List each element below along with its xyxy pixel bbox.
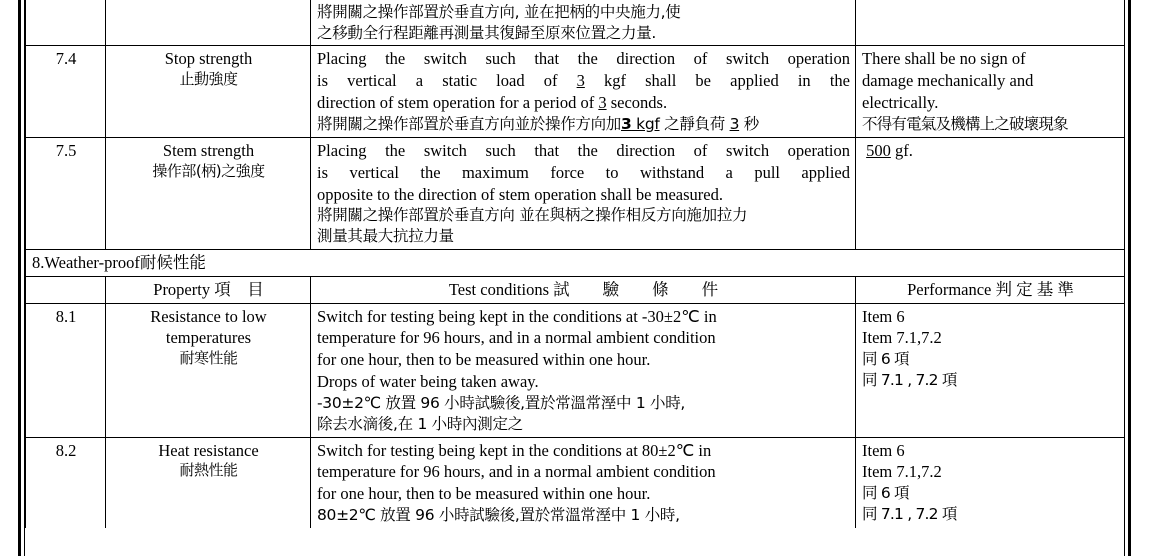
section-header-row: [26, 249, 1125, 276]
table-header-row: [26, 276, 1125, 303]
property-label-en: Resistance to low: [150, 306, 267, 326]
property-label-en: Heat resistance: [158, 440, 259, 460]
page-border-right: [1128, 0, 1131, 556]
condition-line: temperature for 96 hours, and in a normal ambient condition: [317, 462, 716, 482]
property-label-cjk: 耐熱性能: [179, 461, 238, 480]
condition-line: Placing the switch such that the direction of switch operation: [317, 140, 850, 160]
condition-line-cjk: 將開關之操作部置於垂直方向 並在與柄之操作相反方向施加拉力: [317, 206, 748, 225]
condition-line-cjk: -30±2℃ 放置 96 小時試驗後,置於常溫常溼中 1 小時,: [317, 394, 686, 413]
property-label-cjk: 耐寒性能: [179, 349, 238, 368]
condition-line: temperature for 96 hours, and in a normal ambient condition: [317, 328, 716, 348]
property-label-cjk: 止動強度: [179, 70, 238, 89]
section-title: 8.Weather-proof耐候性能: [26, 249, 1125, 276]
condition-line: Drops of water being taken away.: [317, 372, 539, 392]
performance-line-cjk: 同 7.1 , 7.2 項: [862, 371, 957, 390]
table-row: [26, 137, 1125, 249]
condition-line: is vertical a static load of 3 kgf shall be applied in the: [317, 71, 850, 91]
header-number-cell: [26, 276, 106, 303]
table-row: [26, 46, 1125, 137]
condition-line: Placing the switch such that the direction of switch operation: [317, 49, 850, 69]
condition-line: is vertical the maximum force to withstand a pull applied: [317, 162, 850, 182]
performance-cell: [856, 137, 1125, 249]
condition-cell: [311, 137, 856, 249]
condition-line: direction of stem operation for a period of 3 seconds.: [317, 93, 668, 113]
property-label-en: Stop strength: [164, 49, 253, 69]
header-condition: Test conditions 試 驗 條 件: [311, 276, 856, 303]
performance-cell: [856, 46, 1125, 137]
condition-line: Switch for testing being kept in the conditions at -30±2℃ in: [317, 306, 717, 326]
performance-line: Item 7.1,7.2: [862, 328, 942, 348]
condition-line: opposite to the direction of stem operation shall be measured.: [317, 184, 723, 204]
table-row: [26, 0, 1125, 46]
property-label-en: Stem strength: [162, 140, 255, 160]
header-property: Property 項 目: [106, 276, 311, 303]
property-label-cjk: 操作部(柄)之強度: [152, 161, 265, 180]
row-number-cell: 8.2: [26, 437, 106, 528]
condition-line-cjk: 80±2℃ 放置 96 小時試驗後,置於常溫常溼中 1 小時,: [317, 506, 680, 525]
condition-line: for one hour, then to be measured within one hour.: [317, 484, 651, 504]
condition-line-cjk: 將開關之操作部置於垂直方向並於操作方向加3 kgf 之靜負荷 3 秒: [317, 115, 759, 134]
performance-line-cjk: 不得有電氣及機構上之破壞現象: [862, 115, 1068, 134]
condition-line: 將開關之操作部置於垂直方向, 並在把柄的中央施力,使: [317, 3, 681, 21]
condition-line-cjk: 除去水滴後,在 1 小時內測定之: [317, 414, 523, 433]
row-number-cell: 8.1: [26, 303, 106, 437]
condition-line: 之移動全行程距離再測量其復歸至原來位置之力量.: [317, 23, 657, 42]
spec-table: [25, 0, 1125, 528]
performance-cell: [856, 437, 1125, 528]
property-label-en: temperatures: [165, 328, 252, 348]
property-cell: [106, 46, 311, 137]
table-row: [26, 437, 1125, 528]
performance-line-cjk: 同 7.1 , 7.2 項: [862, 505, 957, 523]
performance-line: damage mechanically and: [862, 71, 1034, 91]
performance-line-cjk: 同 6 項: [862, 484, 909, 503]
condition-cell: [311, 46, 856, 137]
performance-line: Item 6: [862, 306, 905, 326]
performance-line: electrically.: [862, 93, 939, 113]
condition-cell: [311, 303, 856, 437]
performance-line: Item 6: [862, 440, 905, 460]
property-cell: [106, 0, 311, 46]
performance-line: 500 gf.: [866, 140, 913, 160]
header-performance: Performance 判 定 基 準: [856, 276, 1125, 303]
property-cell: [106, 303, 311, 437]
property-cell: [106, 437, 311, 528]
performance-line: Item 7.1,7.2: [862, 462, 942, 482]
row-number-cell: 7.4: [26, 46, 106, 137]
row-number-cell: [26, 0, 106, 46]
condition-line-cjk: 測量其最大抗拉力量: [317, 227, 454, 246]
condition-line: Switch for testing being kept in the conditions at 80±2℃ in: [317, 440, 712, 460]
condition-cell: [311, 0, 856, 46]
performance-line-cjk: 同 6 項: [862, 350, 909, 369]
property-cell: [106, 137, 311, 249]
condition-line: for one hour, then to be measured within one hour.: [317, 350, 651, 370]
performance-cell: [856, 303, 1125, 437]
page-border-left: [18, 0, 21, 556]
table-row: [26, 303, 1125, 437]
performance-line: There shall be no sign of: [862, 49, 1026, 69]
performance-cell: [856, 0, 1125, 46]
row-number-cell: 7.5: [26, 137, 106, 249]
condition-cell: [311, 437, 856, 528]
